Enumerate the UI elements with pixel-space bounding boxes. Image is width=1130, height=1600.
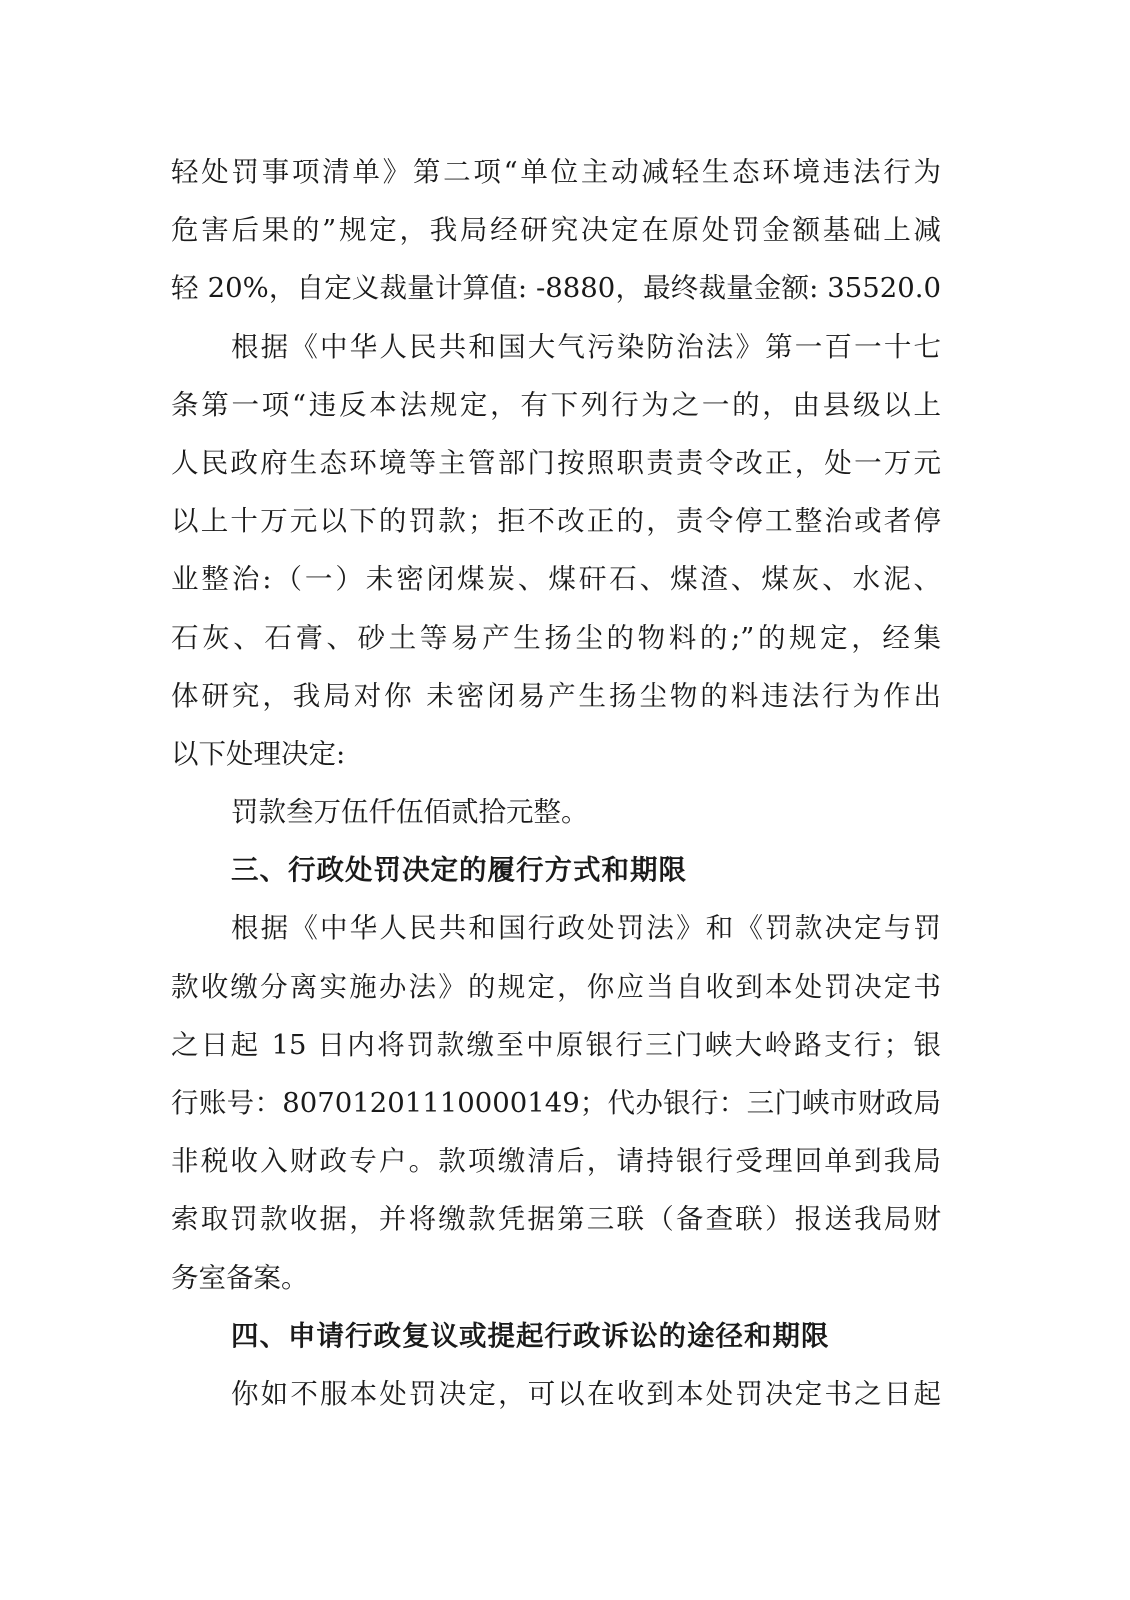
text-line: 以下处理决定:	[171, 737, 346, 770]
text-line: 轻处罚事项清单》第二项“单位主动减轻生态环境违法行为	[171, 156, 941, 188]
text-line: 之日起 15 日内将罚款缴至中原银行三门峡大岭路支行；银	[171, 1028, 941, 1061]
text-line: 非税收入财政专户。款项缴清后，请持银行受理回单到我局	[171, 1145, 941, 1178]
section-heading-3: 三、行政处罚决定的履行方式和期限	[231, 854, 687, 887]
document-page	[171, 143, 941, 1423]
section-heading-4: 四、申请行政复议或提起行政诉讼的途径和期限	[231, 1319, 830, 1352]
text-line: 款收缴分离实施办法》的规定，你应当自收到本处罚决定书	[171, 970, 941, 1003]
text-line: 务室备案。	[171, 1261, 309, 1294]
fine-amount-line: 罚款叁万伍仟伍佰贰拾元整。	[231, 796, 589, 829]
text-line: 危害后果的”规定，我局经研究决定在原处罚金额基础上减	[171, 214, 941, 247]
text-line: 轻 20%，自定义裁量计算值: -8880，最终裁量金额: 35520.0	[171, 272, 941, 305]
text-line: 以上十万元以下的罚款；拒不改正的，责令停工整治或者停	[171, 505, 941, 538]
text-line: 行账号：80701201110000149；代办银行：三门峡市财政局	[171, 1087, 941, 1119]
text-line: 根据《中华人民共和国大气污染防治法》第一百一十七	[231, 330, 941, 363]
text-line: 人民政府生态环境等主管部门按照职责责令改正，处一万元	[171, 446, 941, 479]
text-line: 条第一项“违反本法规定，有下列行为之一的，由县级以上	[171, 388, 941, 421]
text-line: 石灰、石膏、砂土等易产生扬尘的物料的;”的规定，经集	[171, 621, 941, 654]
text-line: 根据《中华人民共和国行政处罚法》和《罚款决定与罚	[231, 912, 941, 945]
text-line: 业整治:（一）未密闭煤炭、煤矸石、煤渣、煤灰、水泥、	[171, 563, 941, 596]
discretion-paragraph	[171, 143, 941, 318]
legal-basis-paragraph	[171, 318, 941, 784]
payment-paragraph	[171, 899, 941, 1306]
text-line: 你如不服本处罚决定，可以在收到本处罚决定书之日起	[231, 1377, 941, 1410]
text-line: 体研究，我局对你 未密闭易产生扬尘物的料违法行为作出	[171, 679, 941, 712]
appeal-paragraph	[171, 1365, 941, 1423]
text-line: 索取罚款收据，并将缴款凭据第三联（备查联）报送我局财	[171, 1203, 941, 1236]
